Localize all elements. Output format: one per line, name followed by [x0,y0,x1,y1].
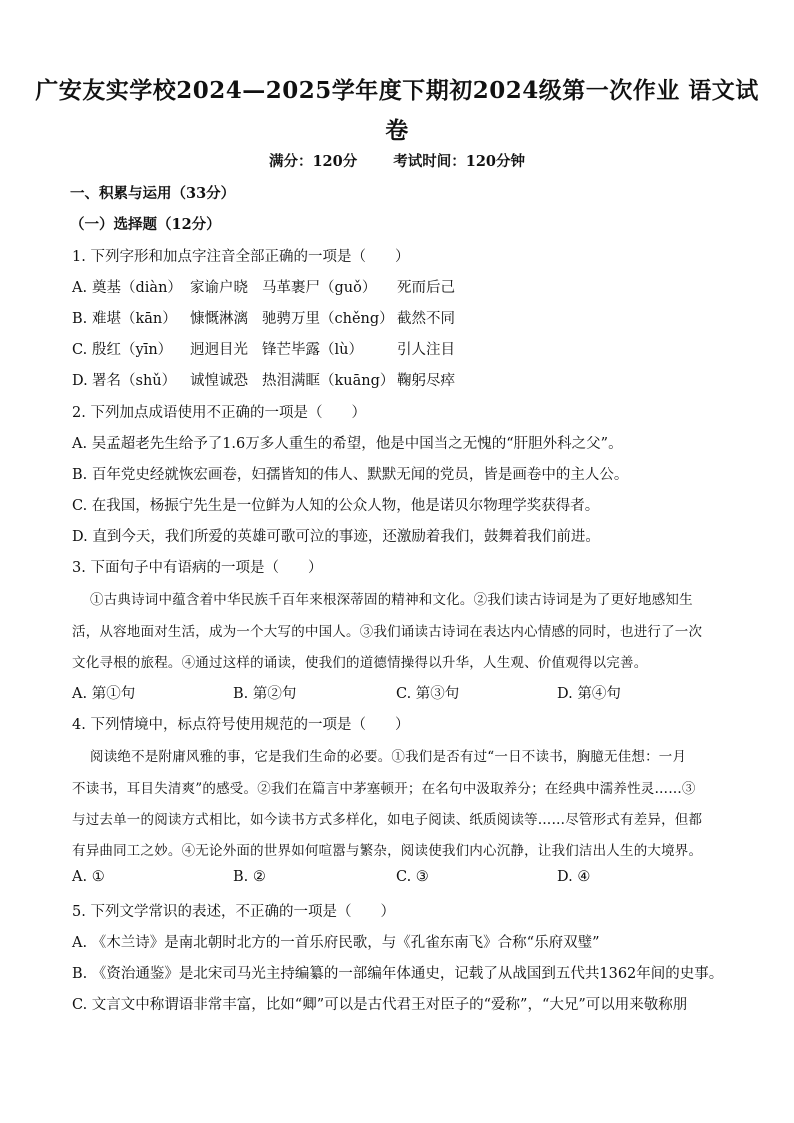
q1-option-a: A. 奠基（diàn） 家谕户晓 马革裹尸（guǒ） 死而后己 [72,280,455,296]
q3-option-d: D. 第④句 [557,686,621,702]
exam-time: 考试时间：120分钟 [393,153,526,170]
q1-option-b: B. 难堪（kān） 慷慨淋漓 驰骋万里（chěng） 截然不同 [72,311,455,327]
q3-option-c: C. 第③句 [396,686,460,702]
q3-passage-line2: 活，从容地面对生活，成为一个大写的中国人。③我们诵读古诗词在表达内心情感的同时，也进行了一次 [72,624,703,640]
q1-option-d: D. 署名（shǔ） 诚惶诚恐 热泪满眶（kuāng） 鞠躬尽瘁 [72,373,455,389]
q2-option-a: A. 吴孟超老先生给予了1.6万多人重生的希望，他是中国当之无愧的“肝胆外科之父”。 [72,436,623,452]
q2-stem: 2. 下列加点成语使用不正确的一项是（ ） [72,405,366,421]
section-heading: 一、积累与运用（33分） [70,185,236,202]
full-score: 满分：120分 [268,153,358,170]
q3-passage-line1: ①古典诗词中蕴含着中华民族千百年来根深蒂固的精神和文化。②我们读古诗词是为了更好地感知生 [90,592,693,608]
q5-option-a: A. 《木兰诗》是南北朝时北方的一首乐府民歌，与《孔雀东南飞》合称“乐府双璧” [72,935,600,951]
q4-option-d: D. ④ [557,869,591,885]
q4-passage-line1: 阅读绝不是附庸风雅的事，它是我们生命的必要。①我们是否有过“一日不读书，胸臆无佳想：一月 [90,749,687,765]
sub-section-heading: （一）选择题（12分） [70,216,221,233]
q4-option-c: C. ③ [396,869,429,885]
q2-option-b: B. 百年党史经就恢宏画卷，妇孺皆知的伟人、默默无闻的党员，皆是画卷中的主人公。 [72,467,629,483]
q4-option-a: A. ① [72,869,105,885]
q4-passage-line3: 与过去单一的阅读方式相比，如今读书方式多样化，如电子阅读、纸质阅读等……尽管形式有差异，但都 [72,812,703,828]
q3-option-a: A. 第①句 [72,686,136,702]
q5-stem: 5. 下列文学常识的表述，不正确的一项是（ ） [72,904,395,920]
q5-option-b: B. 《资治通鉴》是北宋司马光主持编纂的一部编年体通史，记载了从战国到五代共1362年间的史事。 [72,966,724,982]
q3-stem: 3. 下面句子中有语病的一项是（ ） [72,560,323,576]
q2-option-c: C. 在我国，杨振宁先生是一位鲜为人知的公众人物，他是诺贝尔物理学奖获得者。 [72,498,600,514]
q1-option-c: C. 殷红（yīn） 迥迥目光 锋芒毕露（lù） 引人注目 [72,342,455,358]
q5-option-c: C. 文言文中称谓语非常丰富，比如“卿”可以是古代君王对臣子的“爱称”，“大兄”可以用来敬称朋 [72,997,688,1013]
q4-option-b: B. ② [233,869,266,885]
document-title-line1: 广安友实学校2024—2025学年度下期初2024级第一次作业 语文试 [35,77,759,104]
exam-meta [0,150,794,171]
document-title-line2: 卷 [385,117,409,144]
q3-option-b: B. 第②句 [233,686,297,702]
q4-passage-line4: 有异曲同工之妙。④无论外面的世界如何喧嚣与繁杂，阅读使我们内心沉静，让我们洁出人生的大境界。 [72,843,703,859]
q2-option-d: D. 直到今天，我们所爱的英雄可歌可泣的事迹，还激励着我们，鼓舞着我们前进。 [72,529,600,545]
q1-stem: 1. 下列字形和加点字注音全部正确的一项是（ ） [72,249,410,265]
q4-passage-line2: 不读书，耳目失清爽”的感受。②我们在篇言中茅塞顿开；在名句中汲取养分；在经典中濡养性灵……③ [72,781,696,797]
q4-stem: 4. 下列情境中，标点符号使用规范的一项是（ ） [72,717,410,733]
q3-passage-line3: 文化寻根的旅程。④通过这样的诵读，使我们的道德情操得以升华，人生观、价值观得以完善。 [72,655,648,671]
